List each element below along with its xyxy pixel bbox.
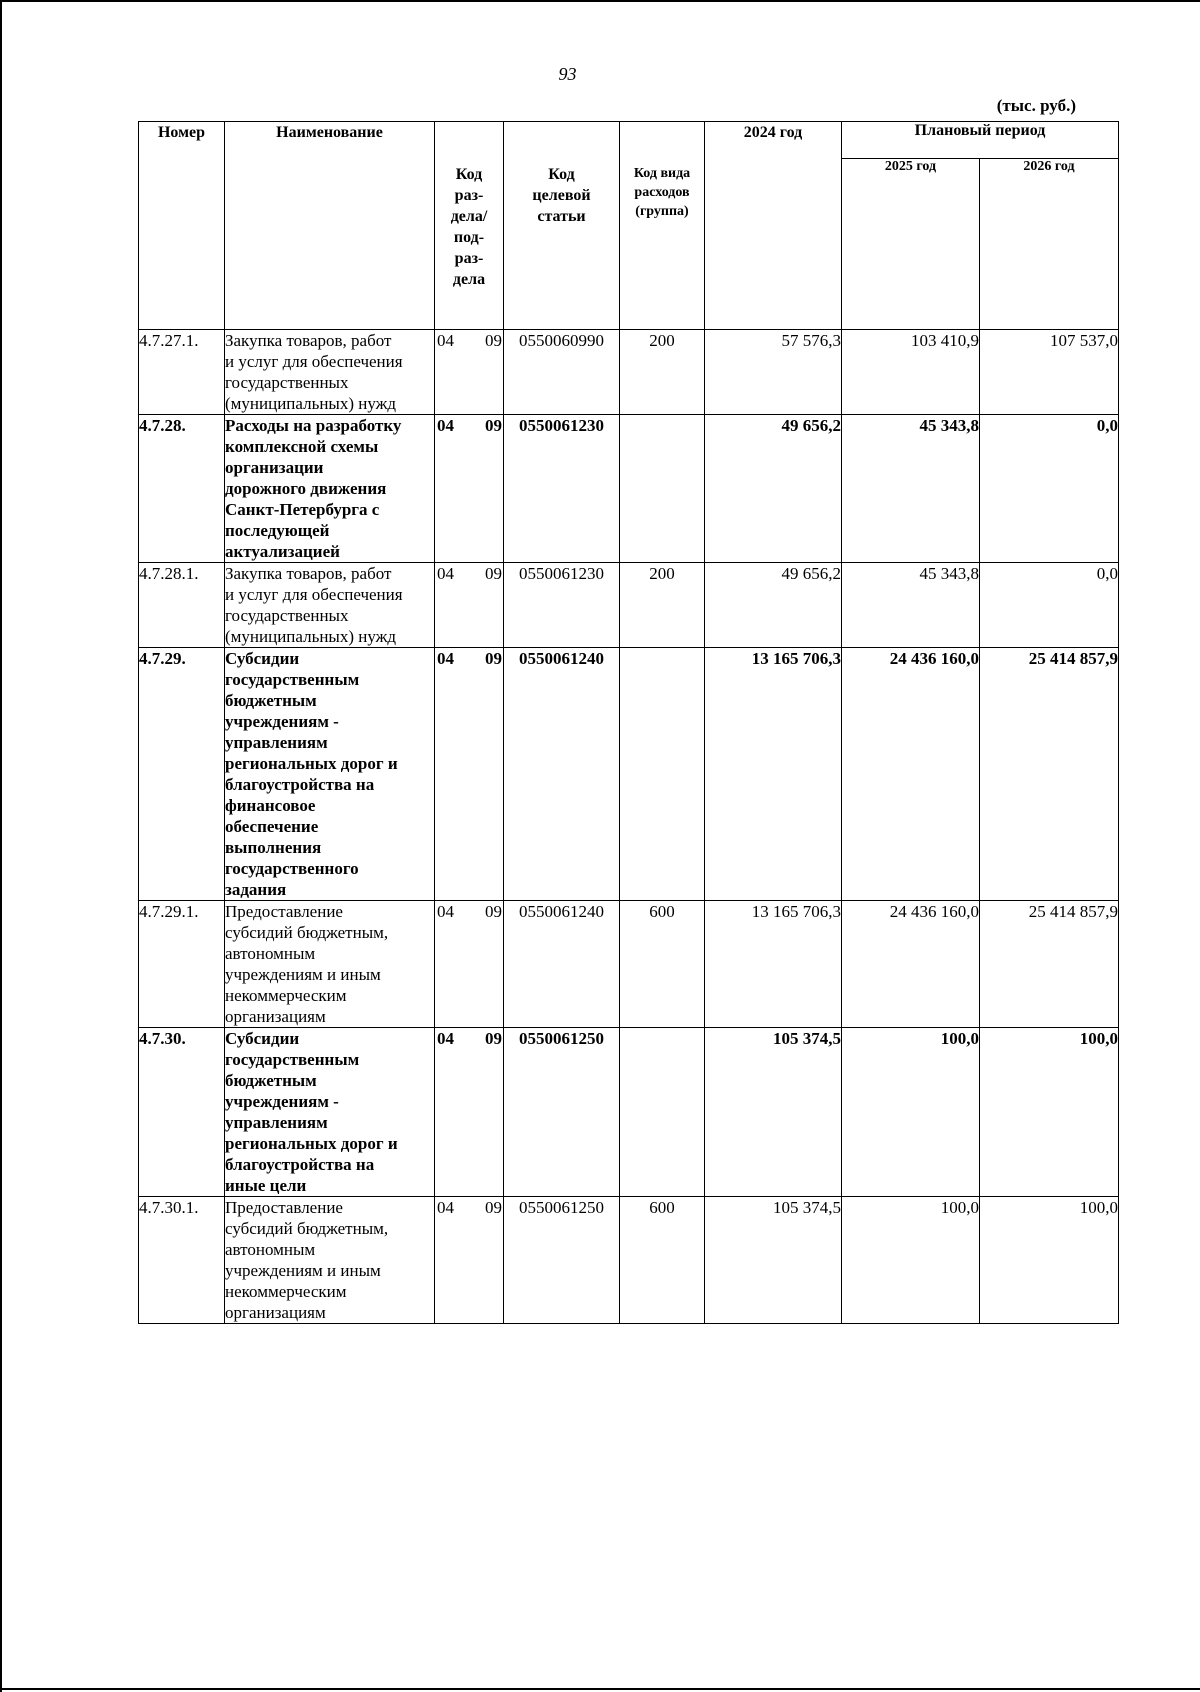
name-line: государственных xyxy=(225,373,349,392)
header-name: Наименование xyxy=(225,122,435,330)
section-code: 04 xyxy=(437,649,454,668)
name-line: благоустройства на xyxy=(225,1155,375,1174)
subsection-code: 09 xyxy=(485,1029,502,1048)
cell-amount-2026: 25 414 857,9 xyxy=(980,901,1119,1028)
name-line: субсидий бюджетным, xyxy=(225,1219,389,1238)
name-line: Предоставление xyxy=(225,1198,343,1217)
name-line: Субсидии xyxy=(225,1029,300,1048)
name-line: дорожного движения xyxy=(225,479,387,498)
cell-amount-2026: 107 537,0 xyxy=(980,330,1119,415)
section-code: 04 xyxy=(437,1198,454,1217)
section-code: 04 xyxy=(437,564,454,583)
scan-border-bottom xyxy=(0,1688,1200,1690)
cell-section-code xyxy=(435,1028,504,1197)
cell-amount-2026: 0,0 xyxy=(980,563,1119,648)
name-line: автономным xyxy=(225,1240,316,1259)
cell-target-code: 0550061250 xyxy=(504,1028,620,1197)
cell-expense-kind xyxy=(620,648,705,901)
name-line: финансовое xyxy=(225,796,316,815)
name-line: управлениям xyxy=(225,733,328,752)
header-line: Код xyxy=(455,166,483,183)
units-label: (тыс. руб.) xyxy=(996,96,1076,115)
cell-expense-kind: 600 xyxy=(620,901,705,1028)
cell-number: 4.7.30.1. xyxy=(139,1197,225,1324)
name-line: некоммерческим xyxy=(225,986,347,1005)
header-expense-kind xyxy=(620,122,705,330)
name-line: региональных дорог и xyxy=(225,1134,398,1153)
cell-expense-kind: 600 xyxy=(620,1197,705,1324)
header-line: расходов xyxy=(634,185,690,200)
table-row xyxy=(139,330,1119,415)
cell-amount-2024: 49 656,2 xyxy=(705,415,842,563)
name-line: обеспечение xyxy=(225,817,319,836)
name-line: учреждениям и иным xyxy=(225,1261,381,1280)
header-line: под- xyxy=(453,229,485,246)
header-section-code xyxy=(435,122,504,330)
cell-target-code: 0550061240 xyxy=(504,648,620,901)
name-line: актуализацией xyxy=(225,542,340,561)
header-line: Код xyxy=(548,166,575,183)
name-line: государственным xyxy=(225,1050,360,1069)
name-line: Расходы на разработку xyxy=(225,416,402,435)
table-row xyxy=(139,1197,1119,1324)
name-line: и услуг для обеспечения xyxy=(225,585,403,604)
cell-amount-2026: 25 414 857,9 xyxy=(980,648,1119,901)
name-line: организациям xyxy=(225,1303,326,1322)
name-line: бюджетным xyxy=(225,1071,317,1090)
cell-expense-kind xyxy=(620,1028,705,1197)
name-line: бюджетным xyxy=(225,691,317,710)
cell-section-code xyxy=(435,330,504,415)
cell-amount-2024: 13 165 706,3 xyxy=(705,648,842,901)
cell-amount-2026: 0,0 xyxy=(980,415,1119,563)
name-line: государственного xyxy=(225,859,359,878)
table-header xyxy=(139,122,1119,330)
table-row xyxy=(139,901,1119,1028)
cell-name xyxy=(225,415,435,563)
scan-border-top xyxy=(0,0,1200,2)
header-target-code xyxy=(504,122,620,330)
subsection-code: 09 xyxy=(485,416,502,435)
name-line: выполнения xyxy=(225,838,322,857)
name-line: Закупка товаров, работ xyxy=(225,331,392,350)
section-code: 04 xyxy=(437,416,454,435)
cell-number: 4.7.28.1. xyxy=(139,563,225,648)
cell-target-code: 0550061230 xyxy=(504,563,620,648)
cell-target-code: 0550061250 xyxy=(504,1197,620,1324)
cell-number: 4.7.30. xyxy=(139,1028,225,1197)
header-line: дела/ xyxy=(450,208,488,225)
header-line: статьи xyxy=(537,208,586,225)
name-line: региональных дорог и xyxy=(225,754,398,773)
header-line: целевой xyxy=(532,187,591,204)
name-line: иные цели xyxy=(225,1176,307,1195)
cell-amount-2024: 105 374,5 xyxy=(705,1028,842,1197)
cell-number: 4.7.29.1. xyxy=(139,901,225,1028)
name-line: субсидий бюджетным, xyxy=(225,923,389,942)
cell-name xyxy=(225,563,435,648)
name-line: последующей xyxy=(225,521,330,540)
cell-amount-2025: 100,0 xyxy=(842,1028,980,1197)
cell-amount-2024: 105 374,5 xyxy=(705,1197,842,1324)
section-code: 04 xyxy=(437,902,454,921)
table-row xyxy=(139,1028,1119,1197)
name-line: комплексной схемы xyxy=(225,437,379,456)
name-line: учреждениям - xyxy=(225,712,339,731)
cell-amount-2025: 103 410,9 xyxy=(842,330,980,415)
subsection-code: 09 xyxy=(485,564,502,583)
scan-border-left xyxy=(0,0,2,1692)
cell-section-code xyxy=(435,415,504,563)
name-line: организации xyxy=(225,458,324,477)
name-line: (муниципальных) нужд xyxy=(225,394,397,413)
header-line: Код вида xyxy=(633,166,691,181)
cell-number: 4.7.29. xyxy=(139,648,225,901)
header-line: раз- xyxy=(454,187,484,204)
header-line: дела xyxy=(452,271,486,288)
table-row xyxy=(139,648,1119,901)
cell-expense-kind: 200 xyxy=(620,330,705,415)
header-year-2025: 2025 год xyxy=(842,159,980,330)
name-line: задания xyxy=(225,880,287,899)
cell-expense-kind xyxy=(620,415,705,563)
name-line: учреждениям - xyxy=(225,1092,339,1111)
header-line: (группа) xyxy=(635,204,689,219)
name-line: некоммерческим xyxy=(225,1282,347,1301)
name-line: государственных xyxy=(225,606,349,625)
cell-expense-kind: 200 xyxy=(620,563,705,648)
cell-amount-2025: 100,0 xyxy=(842,1197,980,1324)
cell-name xyxy=(225,648,435,901)
cell-amount-2025: 24 436 160,0 xyxy=(842,901,980,1028)
name-line: государственным xyxy=(225,670,360,689)
name-line: Санкт-Петербурга с xyxy=(225,500,380,519)
header-number: Номер xyxy=(139,122,225,330)
name-line: учреждениям и иным xyxy=(225,965,381,984)
header-year-2024: 2024 год xyxy=(705,122,842,330)
section-code: 04 xyxy=(437,1029,454,1048)
cell-name xyxy=(225,330,435,415)
cell-section-code xyxy=(435,901,504,1028)
cell-target-code: 0550060990 xyxy=(504,330,620,415)
name-line: (муниципальных) нужд xyxy=(225,627,397,646)
page-number: 93 xyxy=(558,64,577,84)
cell-amount-2025: 45 343,8 xyxy=(842,563,980,648)
subsection-code: 09 xyxy=(485,649,502,668)
cell-number: 4.7.28. xyxy=(139,415,225,563)
cell-name xyxy=(225,1197,435,1324)
cell-name xyxy=(225,1028,435,1197)
cell-amount-2026: 100,0 xyxy=(980,1197,1119,1324)
cell-section-code xyxy=(435,1197,504,1324)
section-code: 04 xyxy=(437,331,454,350)
cell-amount-2024: 57 576,3 xyxy=(705,330,842,415)
name-line: автономным xyxy=(225,944,316,963)
cell-amount-2024: 13 165 706,3 xyxy=(705,901,842,1028)
cell-amount-2024: 49 656,2 xyxy=(705,563,842,648)
table-row xyxy=(139,563,1119,648)
name-line: управлениям xyxy=(225,1113,328,1132)
table-body xyxy=(139,330,1119,1324)
cell-target-code: 0550061230 xyxy=(504,415,620,563)
budget-table xyxy=(138,121,1119,1324)
cell-name xyxy=(225,901,435,1028)
subsection-code: 09 xyxy=(485,331,502,350)
subsection-code: 09 xyxy=(485,902,502,921)
subsection-code: 09 xyxy=(485,1198,502,1217)
header-line: раз- xyxy=(454,250,484,267)
cell-section-code xyxy=(435,563,504,648)
name-line: благоустройства на xyxy=(225,775,375,794)
table-row xyxy=(139,415,1119,563)
cell-amount-2025: 45 343,8 xyxy=(842,415,980,563)
name-line: Субсидии xyxy=(225,649,300,668)
cell-amount-2026: 100,0 xyxy=(980,1028,1119,1197)
cell-number: 4.7.27.1. xyxy=(139,330,225,415)
header-year-2026: 2026 год xyxy=(980,159,1119,330)
cell-target-code: 0550061240 xyxy=(504,901,620,1028)
name-line: Закупка товаров, работ xyxy=(225,564,392,583)
name-line: и услуг для обеспечения xyxy=(225,352,403,371)
cell-amount-2025: 24 436 160,0 xyxy=(842,648,980,901)
name-line: организациям xyxy=(225,1007,326,1026)
cell-section-code xyxy=(435,648,504,901)
header-planned-period: Плановый период xyxy=(842,122,1119,159)
name-line: Предоставление xyxy=(225,902,343,921)
